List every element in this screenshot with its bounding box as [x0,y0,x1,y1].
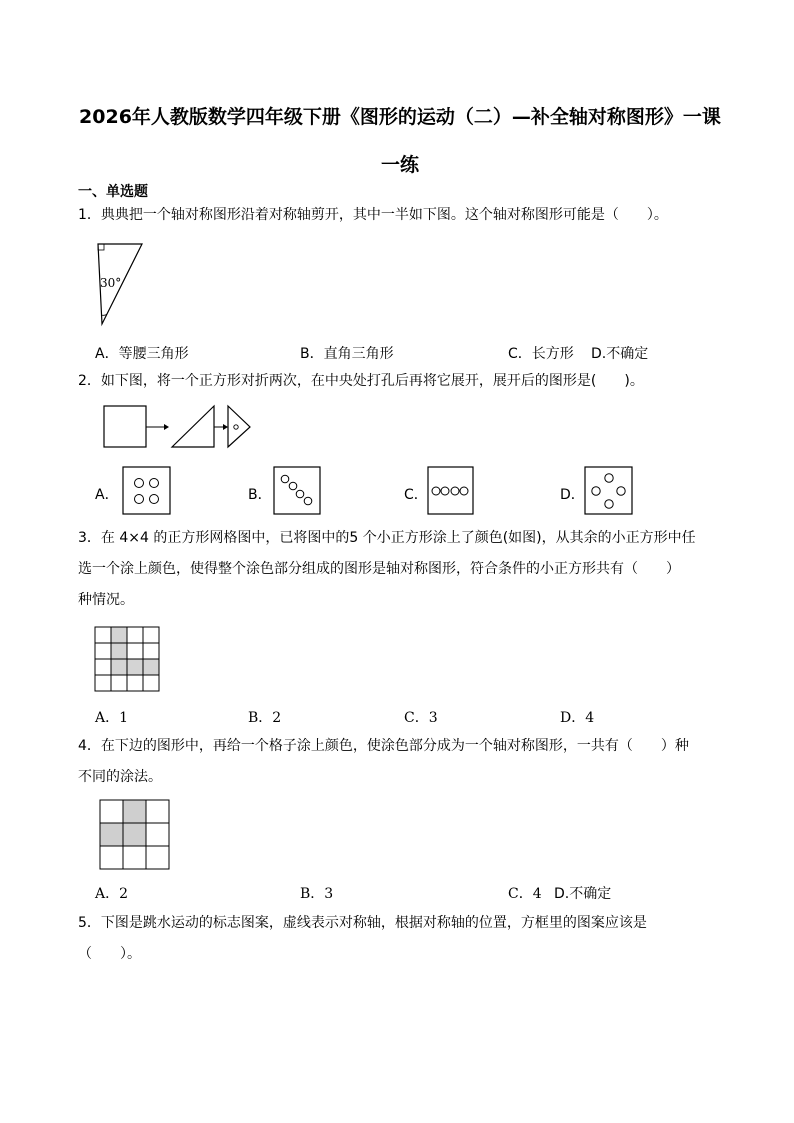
q4-option-d[interactable]: D.不确定 [554,886,612,902]
q2-option-a-figure[interactable] [122,466,172,516]
section-heading: 一、单选题 [78,184,148,200]
folded-triangle-shape [172,406,214,447]
q1-option-a[interactable]: A．等腰三角形 [95,346,189,362]
q2-option-c-figure[interactable] [427,466,475,516]
q3-option-c[interactable]: C．3 [404,710,438,726]
q4-option-a[interactable]: A．2 [95,886,129,902]
q3-option-b[interactable]: B．2 [248,710,282,726]
question-2-folding-figure [100,403,255,451]
q1-option-c[interactable]: C．长方形 [508,346,574,362]
question-1-stem: 1．典典把一个轴对称图形沿着对称轴剪开，其中一半如下图。这个轴对称图形可能是（ ）。 [78,207,668,223]
square-shape [104,406,146,447]
question-4-stem-line-1: 4．在下边的图形中，再给一个格子涂上颜色，使涂色部分成为一个轴对称图形，一共有（ ）种 [78,738,689,754]
q4-option-c[interactable]: C．4 [508,886,542,902]
q2-option-c-label[interactable]: C． [404,487,428,503]
question-3-stem-line-2: 选一个涂上颜色，使得整个涂色部分组成的图形是轴对称图形，符合条件的小正方形共有（ ） [78,561,680,577]
q1-option-b[interactable]: B．直角三角形 [300,346,394,362]
small-triangle-shape [228,406,250,447]
question-2-stem: 2．如下图，将一个正方形对折两次，在中央处打孔后再将它展开，展开后的图形是( )。 [78,373,644,389]
right-angle-mark [98,244,104,250]
q1-option-d[interactable]: D.不确定 [591,346,649,362]
question-5-stem-line-2: （ ）。 [78,946,141,962]
q4-option-b[interactable]: B．3 [300,886,334,902]
question-5-stem-line-1: 5．下图是跳水运动的标志图案，虚线表示对称轴，根据对称轴的位置，方框里的图案应该是 [78,915,647,931]
q2-option-a-label[interactable]: A． [95,487,119,503]
hole-mark [234,425,238,429]
document-title: 2026年人教版数学四年级下册《图形的运动（二）—补全轴对称图形》一课一练 [79,106,721,176]
question-4-grid-figure [99,799,171,871]
angle-label: 30° [100,276,122,290]
q3-option-d[interactable]: D．4 [560,710,595,726]
question-3-stem-line-1: 3．在 4×4 的正方形网格图中，已将图中的5 个小正方形涂上了颜色(如图)，从其余的小正方形中任 [78,530,696,546]
question-3-stem-line-3: 种情况。 [78,592,134,608]
q2-option-b-label[interactable]: B． [248,487,272,503]
q2-option-b-figure[interactable] [273,466,323,516]
question-3-grid-figure [94,626,160,692]
q2-option-d-label[interactable]: D． [560,487,585,503]
q3-option-a[interactable]: A．1 [95,710,129,726]
question-4-stem-line-2: 不同的涂法。 [78,769,162,785]
q2-option-d-figure[interactable] [584,466,634,516]
question-1-triangle-figure [90,240,150,328]
